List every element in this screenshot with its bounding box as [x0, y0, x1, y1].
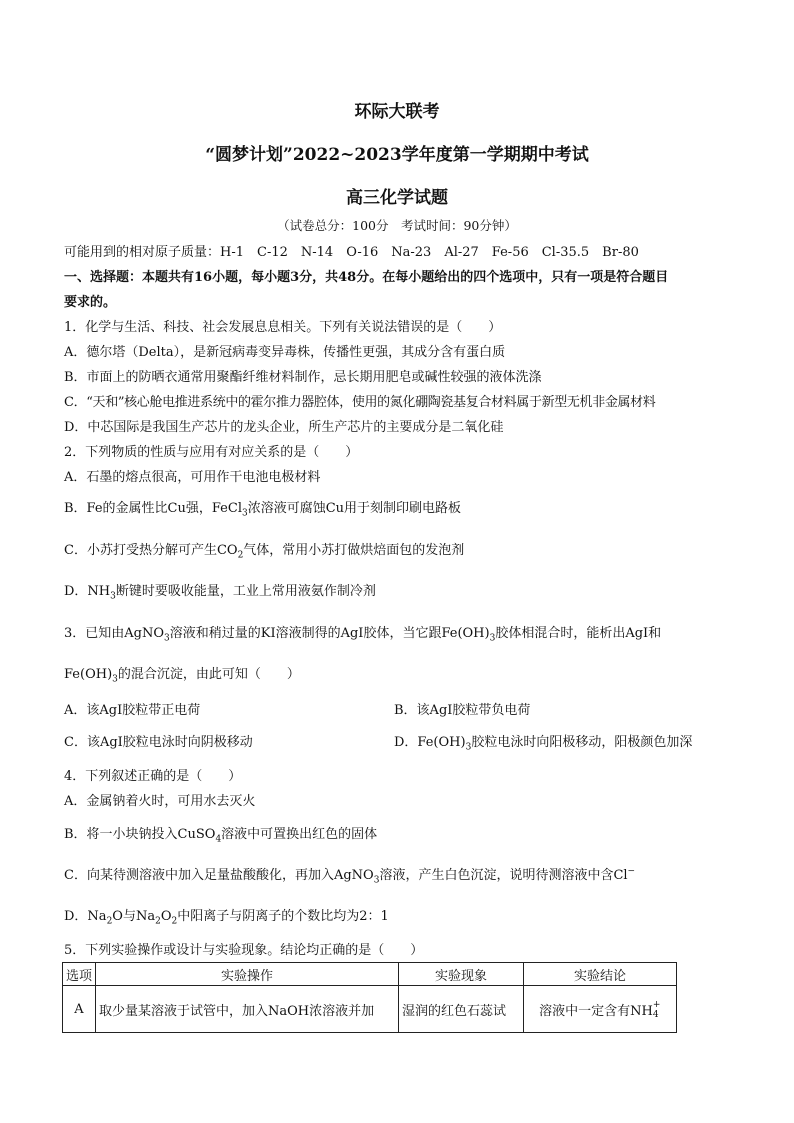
q2-stem: 2．下列物质的性质与应用有对应关系的是（ ） [64, 445, 359, 460]
atomic-masses: 可能用到的相对原子质量：H-1 C-12 N-14 O-16 Na-23 Al-27 Fe-56 Cl-35.5 Br-80 [64, 245, 639, 260]
q4-d-text-1: D．Na [64, 909, 107, 924]
row-a-conclusion-sup: + [652, 1000, 661, 1010]
q3-stem-line2 [64, 663, 300, 685]
q2-c-text-1: C．小苏打受热分解可产生CO [64, 543, 238, 558]
q5-experiment-table [62, 962, 677, 1033]
q3-stem-sub-2: 3 [489, 633, 496, 644]
q4-option-b [64, 823, 377, 845]
q3-stem-text-3: 胶体相混合时，能析出AgI和 [495, 626, 662, 641]
q4-option-a: A．金属钠着火时，可用水去灭火 [64, 794, 256, 809]
q4-d-text-3: O [160, 909, 172, 924]
q3-stem-sub-1: 3 [164, 633, 170, 644]
q2-c-subscript: 2 [237, 550, 244, 561]
q4-d-text-2: O与Na [112, 909, 156, 924]
q4-c-text-1: C．向某待测溶液中加入足量盐酸酸化，再加入AgNO [64, 868, 374, 883]
q2-option-a: A．石墨的熔点很高，可用作干电池电极材料 [64, 470, 321, 485]
row-a-operation: 取少量某溶液于试管中，加入NaOH浓溶液并加 [96, 986, 399, 1033]
exam-alliance-title: 环际大联考 [354, 102, 440, 122]
q4-c-subscript: 3 [373, 875, 380, 886]
q5-stem: 5．下列实验操作或设计与实验现象。结论均正确的是（ ） [64, 943, 424, 958]
q4-stem: 4．下列叙述正确的是（ ） [64, 769, 242, 784]
q2-c-text-2: 气体，常用小苏打做烘焙面包的发泡剂 [243, 543, 465, 558]
q1-option-d: D．中芯国际是我国生产芯片的龙头企业，所生产芯片的主要成分是二氧化硅 [64, 420, 504, 435]
q3-stem-line1 [64, 622, 661, 644]
q4-b-text-2: 溶液中可置换出红色的固体 [221, 827, 378, 842]
q2-b-subscript: 3 [241, 508, 248, 519]
q3-option-d [394, 731, 692, 753]
q3-option-c: C．该AgI胶粒电泳时向阴极移动 [64, 735, 253, 750]
exam-name-title: “圆梦计划”2022~2023学年度第一学期期中考试 [205, 145, 589, 165]
q4-option-c [64, 864, 635, 886]
q2-d-text-1: D．NH [64, 584, 111, 599]
q3-stem2-text-1: Fe(OH) [64, 667, 113, 682]
table-row [63, 986, 677, 1033]
q2-option-b [64, 497, 461, 519]
q1-option-b: B．市面上的防晒衣通常用聚酯纤维材料制作，忌长期用肥皂或碱性较强的液体洗涤 [64, 370, 542, 385]
section-instruction-line2: 要求的。 [64, 295, 117, 310]
q3-stem2-sub: 3 [112, 674, 118, 685]
q3-d-text-1: D．Fe(OH) [394, 735, 466, 750]
section-instruction-line1: 一、选择题：本题共有16小题，每小题3分，共48分。在每小题给出的四个选项中，只有一项是符合题目 [64, 270, 669, 285]
q2-option-c [64, 539, 464, 561]
q4-c-text-2: 溶液，产生白色沉淀，说明待测溶液中含Cl [379, 868, 628, 883]
q3-d-text-2: 胶粒电泳时向阳极移动，阳极颜色加深 [471, 735, 693, 750]
row-a-conclusion-text: 溶液中一定含有NH [539, 1003, 653, 1019]
q1-option-a: A．德尔塔（Delta），是新冠病毒变异毒株，传播性更强，其成分含有蛋白质 [64, 345, 506, 360]
q4-b-subscript: 4 [215, 834, 222, 845]
q4-d-sub-2: 2 [155, 916, 161, 927]
q4-d-sub-3: 2 [171, 916, 178, 927]
row-a-conclusion [524, 986, 677, 1033]
exam-info: （试卷总分：100分 考试时间：90分钟） [277, 218, 517, 233]
q3-stem-text-1: 3．已知由AgNO [64, 626, 165, 641]
q2-d-text-2: 断键时要吸收能量，工业上常用液氨作制冷剂 [115, 584, 376, 599]
header-conclusion: 实验结论 [524, 963, 677, 986]
q2-b-text-2: 浓溶液可腐蚀Cu用于刻制印刷电路板 [247, 501, 462, 516]
q3-option-a: A．该AgI胶粒带正电荷 [64, 703, 201, 718]
q3-stem2-text-2: 的混合沉淀，由此可知（ ） [117, 667, 300, 682]
table-header-row [63, 963, 677, 986]
subject-title: 高三化学试题 [346, 188, 448, 208]
row-a-conclusion-sub: 4 [652, 1010, 659, 1020]
row-a-option: A [63, 986, 96, 1033]
q2-b-text-1: B．Fe的金属性比Cu强，FeCl [64, 501, 242, 516]
q2-d-subscript: 3 [110, 591, 116, 602]
q4-c-superscript: − [627, 866, 636, 877]
header-operation: 实验操作 [96, 963, 399, 986]
q3-d-subscript: 3 [465, 742, 472, 753]
q4-d-sub-1: 2 [106, 916, 113, 927]
q4-option-d [64, 905, 389, 927]
header-option: 选项 [63, 963, 96, 986]
q4-b-text-1: B．将一小块钠投入CuSO [64, 827, 216, 842]
q2-option-d [64, 580, 376, 602]
q1-stem: 1．化学与生活、科技、社会发展息息相关。下列有关说法错误的是（ ） [64, 320, 502, 335]
row-a-phenomenon: 湿润的红色石蕊试 [399, 986, 524, 1033]
q3-stem-text-2: 溶液和稍过量的KI溶液制得的AgI胶体，当它跟Fe(OH) [169, 626, 490, 641]
q3-option-b: B．该AgI胶粒带负电荷 [394, 703, 531, 718]
q1-option-c: C．“天和”核心舱电推进系统中的霍尔推力器腔体，使用的氮化硼陶瓷基复合材料属于新型无机非金属材料 [64, 395, 656, 410]
q4-d-text-4: 中阳离子与阴离子的个数比均为2：1 [177, 909, 389, 924]
header-phenomenon: 实验现象 [399, 963, 524, 986]
